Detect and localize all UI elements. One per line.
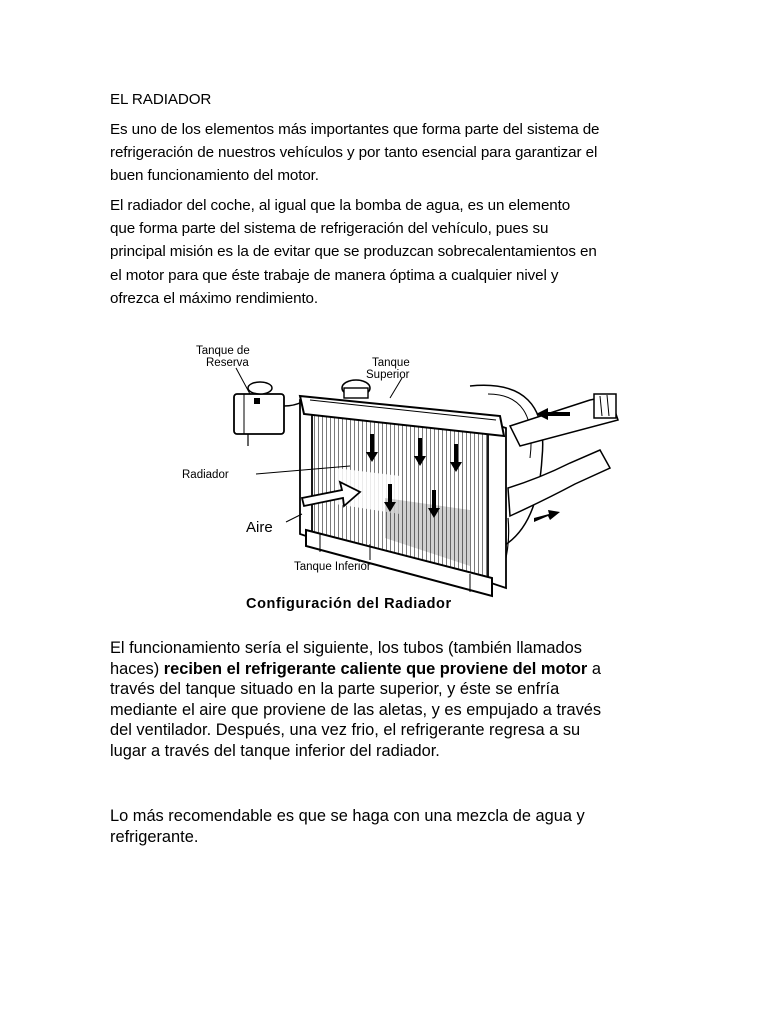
- intro-paragraph: [110, 118, 670, 188]
- label-upper-tank: Tanque: [372, 357, 410, 369]
- paragraph-line: [110, 659, 670, 680]
- label-radiator: Radiador: [182, 469, 229, 481]
- radiator-diagram: [170, 338, 630, 620]
- figure-caption: Configuración del Radiador: [246, 596, 452, 612]
- operation-paragraph: [110, 638, 670, 762]
- emphasis-text: reciben el refrigerante caliente que proviene del motor: [163, 659, 588, 678]
- paragraph-line: del ventilador. Después, una vez frio, el refrigerante regresa a su: [110, 721, 581, 740]
- paragraph-line: mediante el aire que proviene de las aletas, y es empujado a través: [110, 700, 602, 719]
- paragraph-line: refrigerante.: [110, 827, 199, 846]
- document-title: EL RADIADOR: [110, 91, 212, 108]
- paragraph-line: buen funcionamiento del motor.: [110, 167, 319, 185]
- paragraph-line: Lo más recomendable es que se haga con una mezcla de agua y: [110, 807, 585, 825]
- paragraph-line: El radiador del coche, al igual que la bomba de agua, es un elemento: [110, 197, 571, 214]
- recommendation-paragraph: [110, 806, 670, 847]
- upper-hose-illustration: [510, 394, 618, 446]
- paragraph-line: el motor para que éste trabaje de manera óptima a cualquier nivel y: [110, 266, 559, 284]
- paragraph-line: Es uno de los elementos más importantes que forma parte del sistema de: [110, 121, 600, 138]
- label-upper-tank: Superior: [366, 369, 410, 381]
- label-lower-tank: Tanque Inferior: [294, 561, 371, 573]
- line-text: a: [587, 659, 601, 678]
- paragraph-line: lugar a través del tanque inferior del radiador.: [110, 741, 440, 760]
- paragraph-line: través del tanque situado en la parte superior, y éste se enfría: [110, 680, 560, 699]
- lower-hose-illustration: [506, 450, 610, 558]
- paragraph-line: refrigeración de nuestros vehículos y por tanto esencial para garantizar el: [110, 144, 598, 162]
- label-reserve-tank: Tanque de: [196, 345, 250, 357]
- line-text: haces): [110, 659, 164, 678]
- paragraph-line: El funcionamiento sería el siguiente, los tubos (también llamados: [110, 639, 582, 657]
- reserve-tank-illustration: [234, 382, 302, 446]
- paragraph-line: que forma parte del sistema de refrigeración del vehículo, pues su: [110, 220, 549, 238]
- label-air: Aire: [246, 519, 273, 536]
- paragraph-line: ofrezca el máximo rendimiento.: [110, 289, 319, 307]
- paragraph-line: principal misión es la de evitar que se produzcan sobrecalentamientos en: [110, 243, 597, 261]
- radiator-description-paragraph: [110, 194, 670, 310]
- label-reserve-tank: Reserva: [206, 357, 249, 369]
